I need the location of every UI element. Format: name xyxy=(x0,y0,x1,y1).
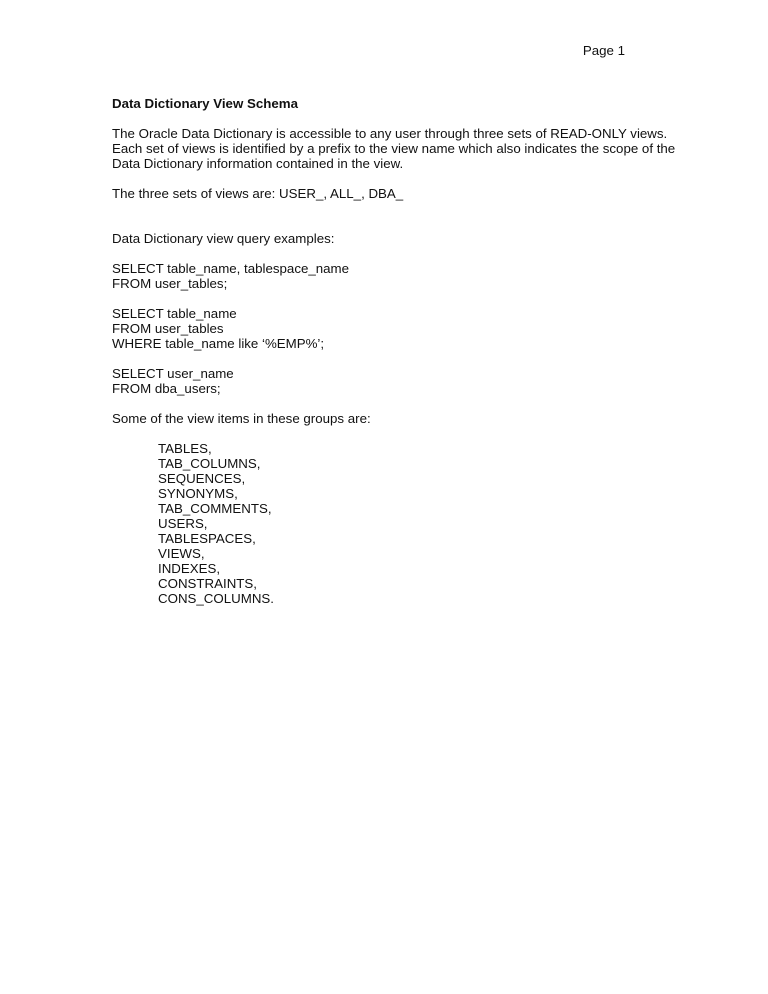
list-item: TAB_COMMENTS, xyxy=(158,501,272,516)
list-item: INDEXES, xyxy=(158,561,221,576)
list-item: SYNONYMS, xyxy=(158,486,238,501)
list-item: TAB_COLUMNS, xyxy=(158,456,261,471)
query-line: FROM user_tables xyxy=(112,321,224,336)
intro-line: Data Dictionary information contained in the view. xyxy=(112,156,404,171)
page-number: Page 1 xyxy=(582,43,625,58)
intro-line: Each set of views is identified by a prefix to the view name which also indicates the scope of the xyxy=(112,141,676,156)
list-item: CONSTRAINTS, xyxy=(158,576,257,591)
query-line: SELECT user_name xyxy=(112,366,234,381)
query-line: WHERE table_name like ‘%EMP%’; xyxy=(112,336,325,351)
view-items-list xyxy=(112,441,632,606)
list-item: TABLES, xyxy=(158,441,212,456)
document-title: Data Dictionary View Schema xyxy=(112,96,298,111)
view-sets-line: The three sets of views are: USER_, ALL_, DBA_ xyxy=(112,186,404,201)
items-heading: Some of the view items in these groups are: xyxy=(112,411,371,426)
intro-line: The Oracle Data Dictionary is accessible to any user through three sets of READ-ONLY views. xyxy=(112,126,668,141)
list-item: VIEWS, xyxy=(158,546,205,561)
list-item: USERS, xyxy=(158,516,208,531)
list-item: CONS_COLUMNS. xyxy=(158,591,274,606)
query-example-2 xyxy=(112,306,632,351)
query-line: FROM user_tables; xyxy=(112,276,228,291)
query-example-3 xyxy=(112,366,632,396)
query-line: FROM dba_users; xyxy=(112,381,221,396)
document-body xyxy=(112,90,676,606)
list-item: SEQUENCES, xyxy=(158,471,246,486)
list-item: TABLESPACES, xyxy=(158,531,256,546)
query-line: SELECT table_name xyxy=(112,306,237,321)
examples-heading: Data Dictionary view query examples: xyxy=(112,231,335,246)
intro-paragraph xyxy=(112,126,676,171)
query-line: SELECT table_name, tablespace_name xyxy=(112,261,350,276)
query-example-1 xyxy=(112,261,632,291)
